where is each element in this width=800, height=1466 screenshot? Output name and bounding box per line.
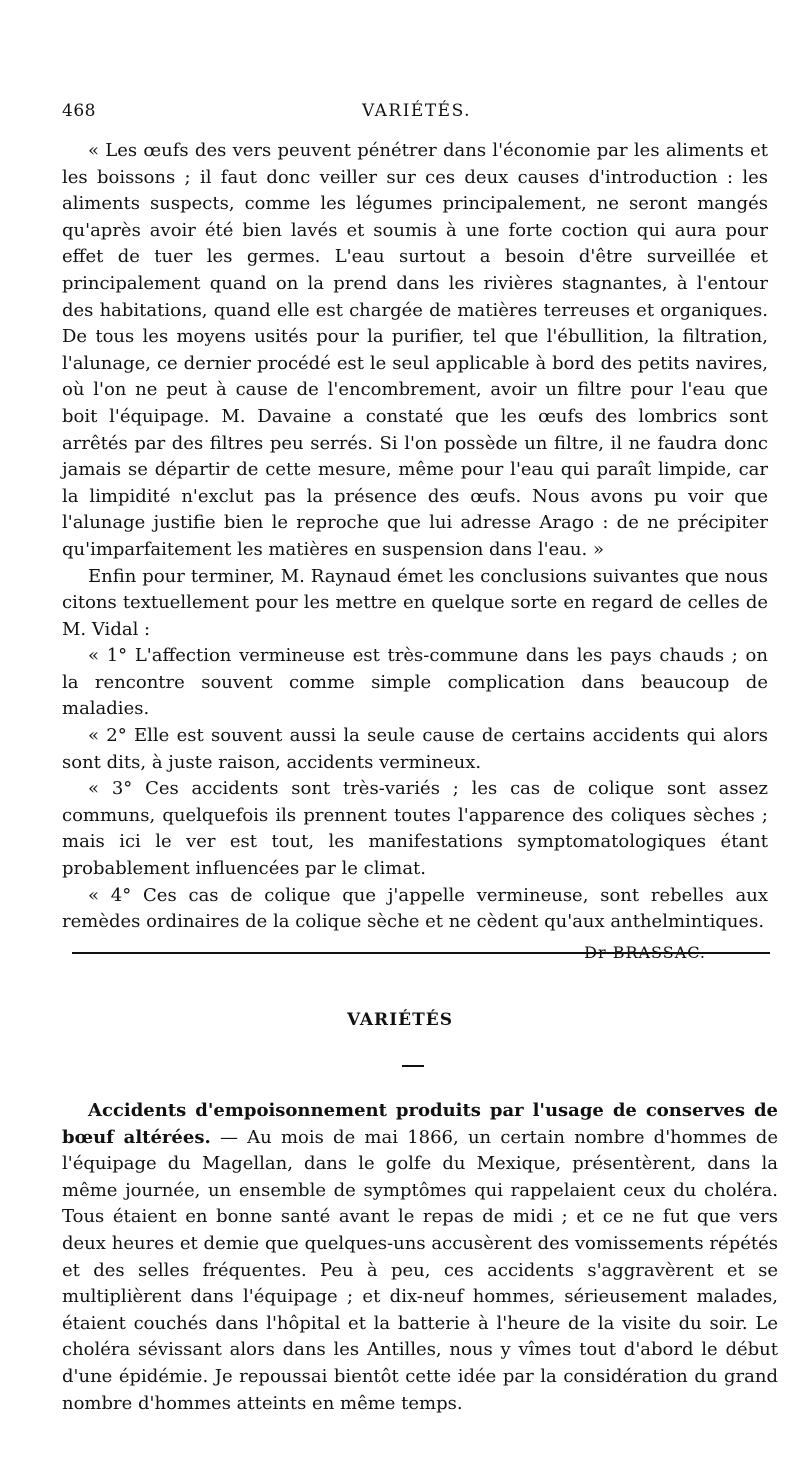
- paragraph: « 2° Elle est souvent aussi la seule cause de certains accidents qui alors sont dits, à juste raison, accidents vermineux.: [62, 725, 768, 773]
- article-text: — Au mois de mai 1866, un certain nombre d'hommes de l'équipage du Magellan, dans le golfe du Mexique, présentèrent, dans la même journée, un ensemble de symptômes qui rappelaient ceux du choléra. Tous étaient en bonne santé avant le repas de midi ; et ce ne fut que vers deux heures et demie que quelques-uns accusèrent des vomissements répétés et des selles fréquentes. Peu à peu, ces accidents s'aggravèrent et se multiplièrent dans l'équipage ; et dix-neuf hommes, sérieusement malades, étaient couchés dans l'hôpital et la batterie à l'heure de la visite du soir. Le choléra sévissant alors dans les Antilles, nous y vîmes tout d'abord le début d'une épidémie. Je repoussai bientôt cette idée par la considération du grand nombre d'hommes atteints en même temps.: [62, 1126, 778, 1414]
- article-title: Accidents d'empoisonnement produits par l'usage de conserves de bœuf altérées.: [62, 1100, 778, 1148]
- section-title: VARIÉTÉS: [347, 1010, 453, 1030]
- section-divider: [72, 952, 770, 954]
- paragraph: Enfin pour terminer, M. Raynaud émet les conclusions suivantes que nous citons textuellement pour les mettre en quelque sorte en regard de celles de M. Vidal :: [62, 565, 768, 640]
- paragraph: « 3° Ces accidents sont très-variés ; les cas de colique sont assez communs, quelquefois ils prennent toutes l'apparence des coliques sèches ; mais ici le ver est tout, les manifestations symptomatologiques étant probablement influencées par le climat.: [62, 778, 768, 880]
- page-header: [62, 101, 762, 127]
- paragraph: « 1° L'affection vermineuse est très-commune dans les pays chauds ; on la rencontre souvent comme simple complication dans beaucoup de maladies.: [62, 645, 768, 720]
- body-text-top: [62, 138, 768, 966]
- paragraph: « 4° Ces cas de colique que j'appelle vermineuse, sont rebelles aux remèdes ordinaires de la colique sèche et ne cèdent qu'aux anthelmintiques.: [62, 884, 768, 933]
- article-paragraph: [62, 1098, 778, 1417]
- title-dash: [402, 1065, 424, 1067]
- paragraph: « Les œufs des vers peuvent pénétrer dans l'économie par les aliments et les boissons ; il faut donc veiller sur ces deux causes d'introduction : les aliments suspects, comme les légumes principalement, ne seront mangés qu'après avoir été bien lavés et soumis à une forte coction qui aura pour effet de tuer les germes. L'eau surtout a besoin d'être surveillée et principalement quand on la prend dans les rivières stagnantes, à l'entour des habitations, quand elle est chargée de matières terreuses et organiques. De tous les moyens usités pour la purifier, tel que l'ébullition, la filtration, l'alunage, ce dernier procédé est le seul applicable à bord des petits navires, où l'on ne peut à cause de l'encombrement, avoir un filtre pour l'eau que boit l'équipage. M. Davaine a constaté que les œufs des lombrics sont arrêtés par des filtres peu serrés. Si l'on possède un filtre, il ne faudra donc jamais se départir de cette mesure, même pour l'eau qui paraît limpide, car la limpidité n'exclut pas la présence des œufs. Nous avons pu voir que l'alunage justifie bien le reproche que lui adresse Arago : de ne précipiter qu'imparfaitement les matières en suspension dans l'eau. »: [62, 140, 768, 560]
- running-head: VARIÉTÉS.: [362, 101, 472, 121]
- body-text-bottom: [62, 1098, 778, 1417]
- author-signature: Dr BRASSAC.: [584, 942, 706, 962]
- page-number: 468: [62, 101, 96, 121]
